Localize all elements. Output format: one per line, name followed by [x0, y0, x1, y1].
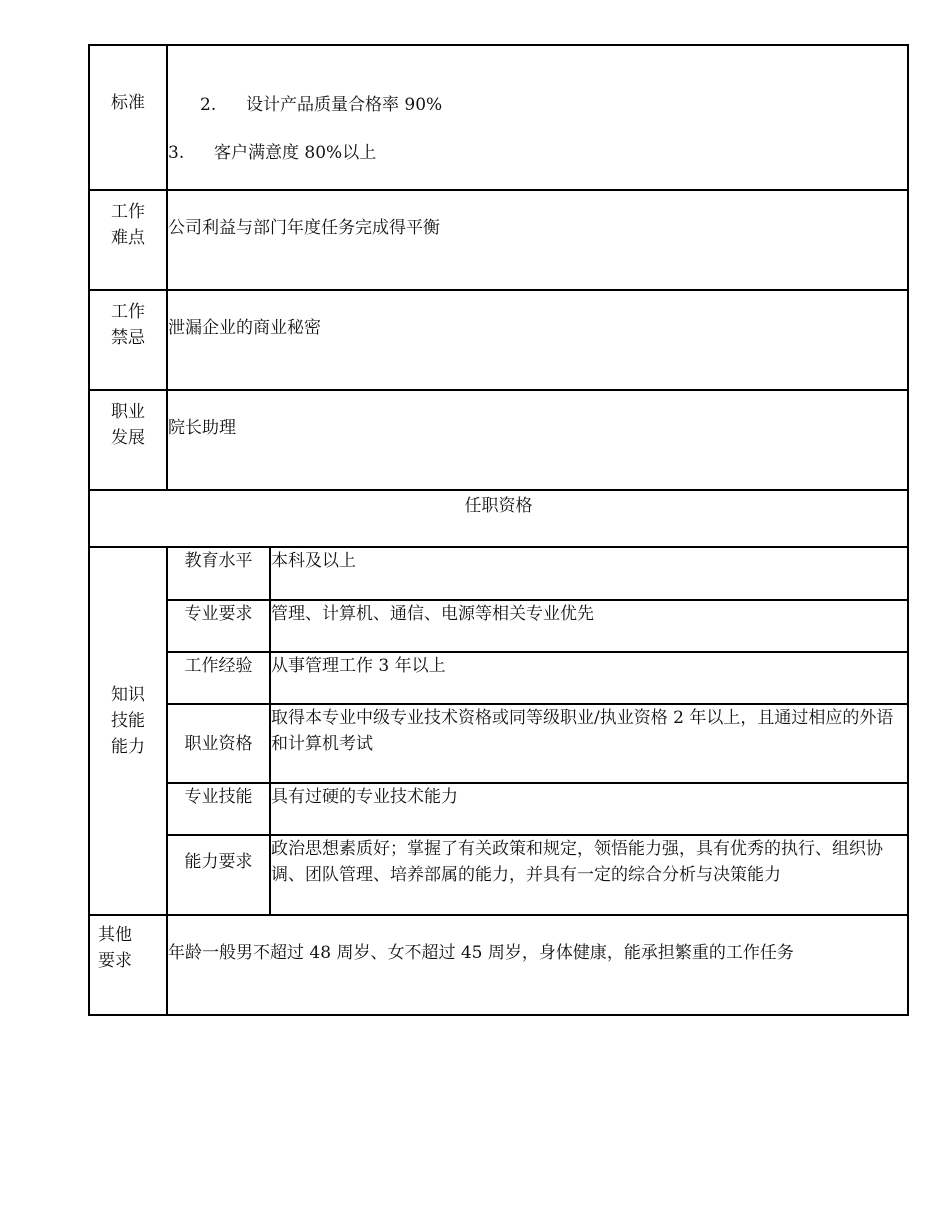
- career-label-line1: 职业: [111, 402, 145, 422]
- standard-item-text: 设计产品质量合格率 90%: [246, 95, 443, 115]
- difficulty-row: [89, 190, 908, 290]
- qualification-item: [168, 704, 907, 783]
- standard-value: [167, 45, 908, 190]
- career-label-line2: 发展: [111, 428, 145, 448]
- qualification-item: [168, 652, 907, 704]
- qualification-item-value: 具有过硬的专业技术能力: [270, 783, 907, 835]
- other-requirements-row: [89, 915, 908, 1015]
- qualification-item-label: 职业资格: [168, 704, 270, 783]
- qualification-item-label: 工作经验: [168, 652, 270, 704]
- qualification-item: [168, 783, 907, 835]
- qualification-item-label: 专业技能: [168, 783, 270, 835]
- qualification-item-value: 从事管理工作 3 年以上: [270, 652, 907, 704]
- difficulty-value: 公司利益与部门年度任务完成得平衡: [167, 190, 908, 290]
- career-row: [89, 390, 908, 490]
- knowledge-skill-ability-label: [89, 547, 167, 915]
- standard-label: [89, 45, 167, 190]
- standard-item: [168, 138, 907, 168]
- taboo-row: [89, 290, 908, 390]
- qualifications-details: [167, 547, 908, 915]
- qualification-item-value: 本科及以上: [270, 548, 907, 600]
- qualifications-row: [89, 547, 908, 915]
- qualification-item-label: 能力要求: [168, 835, 270, 914]
- job-description-table: [88, 44, 909, 1016]
- other-label-line1: 其他: [98, 925, 132, 945]
- difficulty-label-line2: 难点: [111, 228, 145, 248]
- qualification-item-label: 教育水平: [168, 548, 270, 600]
- standard-label-text: 标准: [111, 93, 145, 113]
- standard-item: [168, 90, 907, 120]
- taboo-label: [89, 290, 167, 390]
- qualification-item-value: 取得本专业中级专业技术资格或同等级职业/执业资格 2 年以上，且通过相应的外语和计算机考试: [270, 704, 907, 783]
- difficulty-label-line1: 工作: [111, 202, 145, 222]
- standard-item-number: 3.: [168, 143, 185, 163]
- taboo-label-line2: 禁忌: [111, 328, 145, 348]
- other-label-line2: 要求: [98, 951, 132, 971]
- career-label: [89, 390, 167, 490]
- standard-row: [89, 45, 908, 190]
- taboo-value: 泄漏企业的商业秘密: [167, 290, 908, 390]
- standard-item-text: 客户满意度 80%以上: [214, 143, 377, 163]
- other-requirements-label: [89, 915, 167, 1015]
- qualification-item-label: 专业要求: [168, 600, 270, 652]
- group-label-line2: 技能: [111, 711, 145, 731]
- standard-item-number: 2.: [200, 95, 217, 115]
- career-value: 院长助理: [167, 390, 908, 490]
- difficulty-label: [89, 190, 167, 290]
- taboo-label-line1: 工作: [111, 302, 145, 322]
- qualification-item: [168, 548, 907, 600]
- qualifications-header-row: [89, 490, 908, 547]
- qualification-item-value: 政治思想素质好；掌握了有关政策和规定，领悟能力强，具有优秀的执行、组织协调、团队管理、培养部属的能力，并具有一定的综合分析与决策能力: [271, 839, 883, 885]
- other-requirements-value: 年龄一般男不超过 48 周岁、女不超过 45 周岁，身体健康，能承担繁重的工作任务: [167, 915, 908, 1015]
- qualification-item: [168, 600, 907, 652]
- qualifications-subtable: [168, 548, 907, 914]
- group-label-line3: 能力: [111, 737, 145, 757]
- qualifications-title: 任职资格: [89, 490, 908, 547]
- qualification-item-value: 管理、计算机、通信、电源等相关专业优先: [270, 600, 907, 652]
- qualification-item: [168, 835, 907, 914]
- group-label-line1: 知识: [111, 685, 145, 705]
